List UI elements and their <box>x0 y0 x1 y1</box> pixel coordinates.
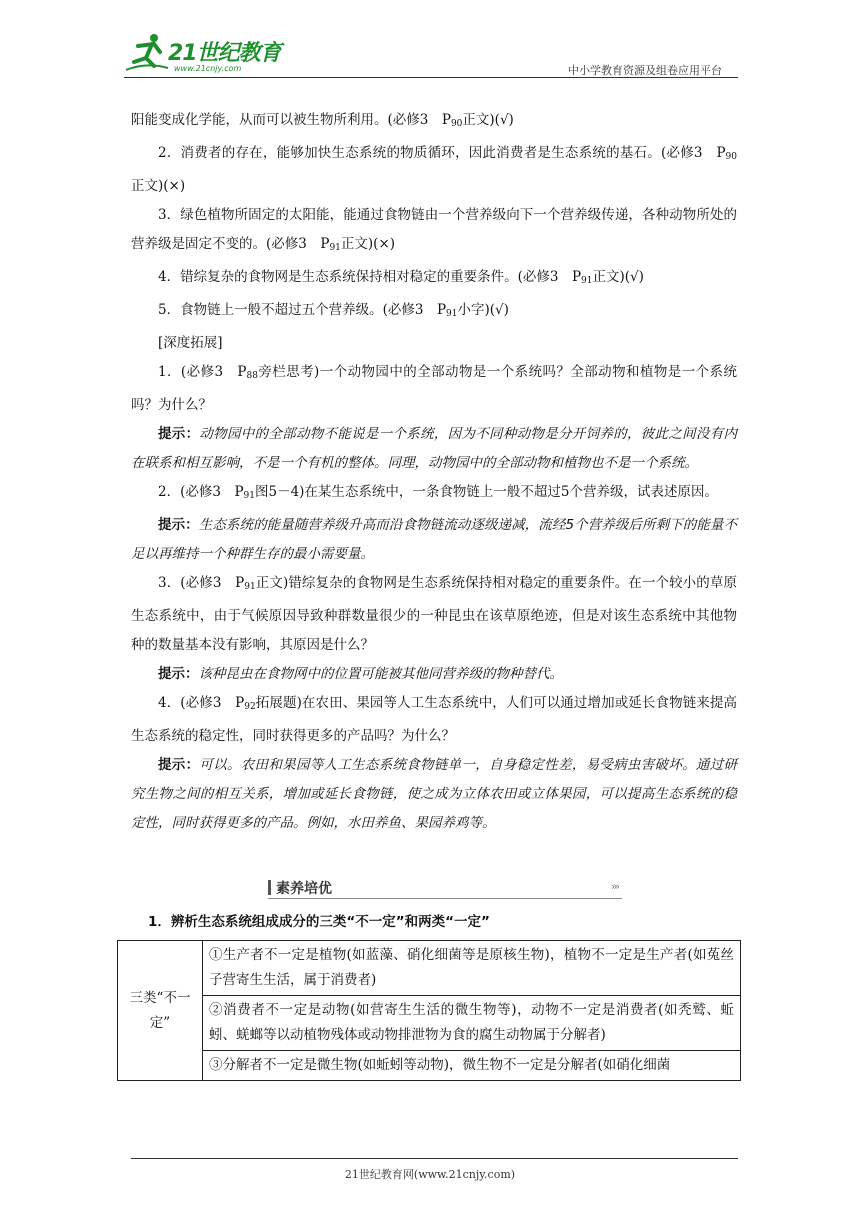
table-row <box>118 1051 741 1081</box>
table-row <box>118 996 741 1051</box>
logo-text: 21世纪教育 <box>168 41 281 66</box>
runner-icon <box>124 32 170 72</box>
logo <box>124 30 294 76</box>
judgement-item: 3．绿色植物所固定的太阳能，能通过食物链由一个营养级向下一个营养级传递，各种动物所处的营养级是固定不变的。(必修3 $P_{91}$正文)(×) <box>131 207 737 253</box>
table-row <box>118 941 741 996</box>
section-heading: 1．辨析生态系统组成成分的三类“不一定”和两类“一定” <box>148 914 490 930</box>
platform-name: 中小学教育资源及组卷应用平台 <box>568 64 722 77</box>
chevron-right-icon: ››› <box>610 880 618 893</box>
judgement-item: 2．消费者的存在，能够加快生态系统的物质循环，因此消费者是生态系统的基石。(必修3 $P_{90}$正文)(×) <box>131 145 737 194</box>
comparison-table <box>117 940 741 1081</box>
section-title-deep: [深度拓展] <box>158 335 223 351</box>
table-cell: ①生产者不一定是植物(如蓝藻、硝化细菌等是原核生物)，植物不一定是生产者(如菟丝子营寄生生活，属于消费者) <box>203 941 741 996</box>
answer-tip: 提示：生态系统的能量随营养级升高而沿食物链流动逐级递减，流经5个营养级后所剩下的能量不足以再维持一个种群生存的最小需要量。 <box>131 517 738 562</box>
header-divider <box>124 77 738 78</box>
section-banner <box>268 876 622 900</box>
question: 3．(必修3 $P_{91}$正文)错综复杂的食物网是生态系统保持相对稳定的重要条件。在一个较小的草原生态系统中，由于气候原因导致种群数量很少的一种昆虫在该草原绝迹，但是对该生态系统中其他物种的数量基本没有影响，其原因是什么？ <box>131 575 737 653</box>
table-cell: ③分解者不一定是微生物(如蚯蚓等动物)，微生物不一定是分解者(如硝化细菌 <box>203 1051 741 1081</box>
judgement-item: 5．食物链上一般不超过五个营养级。(必修3 $P_{91}$小字)(√) <box>158 302 509 319</box>
footer-text: 21世纪教育网(www.21cnjy.com) <box>344 1168 516 1181</box>
banner-underline <box>268 898 622 899</box>
judgement-continuation: 阳能变成化学能，从而可以被生物所利用。(必修3 $P_{90}$正文)(√) <box>131 112 514 129</box>
judgement-item: 4．错综复杂的食物网是生态系统保持相对稳定的重要条件。(必修3 $P_{91}$正文)(√) <box>158 269 644 286</box>
answer-tip: 提示：动物园中的全部动物不能说是一个系统，因为不同种动物是分开饲养的，彼此之间没有内在联系和相互影响，不是一个有机的整体。同理，动物园中的全部动物和植物也不是一个系统。 <box>131 426 738 471</box>
logo-url: www.21cnjy.com <box>174 64 242 73</box>
row-header: 三类“不一定” <box>118 941 203 1081</box>
footer-divider <box>131 1158 738 1159</box>
banner-bar <box>268 880 271 895</box>
question: 1．(必修3 $P_{88}$旁栏思考)一个动物园中的全部动物是一个系统吗？全部动物和植物是一个系统吗？为什么？ <box>131 364 737 413</box>
question: 4．(必修3 $P_{92}$拓展题)在农田、果园等人工生态系统中，人们可以通过增加或延长食物链来提高生态系统的稳定性，同时获得更多的产品吗？为什么？ <box>131 695 737 744</box>
page-header <box>124 30 738 78</box>
answer-tip: 提示：该种昆虫在食物网中的位置可能被其他同营养级的物种替代。 <box>158 666 563 682</box>
table-cell: ②消费者不一定是动物(如营寄生生活的微生物等)，动物不一定是消费者(如秃鹫、蚯蚓、蜣螂等以动植物残体或动物排泄物为食的腐生动物属于分解者) <box>203 996 741 1051</box>
banner-label: 素养培优 <box>276 881 332 897</box>
question: 2．(必修3 $P_{91}$图5－4)在某生态系统中，一条食物链上一般不超过5个营养级，试表述原因。 <box>158 484 719 501</box>
main-content <box>131 106 737 838</box>
answer-tip: 提示：可以。农田和果园等人工生态系统食物链单一，自身稳定性差，易受病虫害破坏。通过研究生物之间的相互关系，增加或延长食物链，使之成为立体农田或立体果园，可以提高生态系统的稳定性，同时获得更多的产品。例如，水田养鱼、果园养鸡等。 <box>131 757 738 831</box>
